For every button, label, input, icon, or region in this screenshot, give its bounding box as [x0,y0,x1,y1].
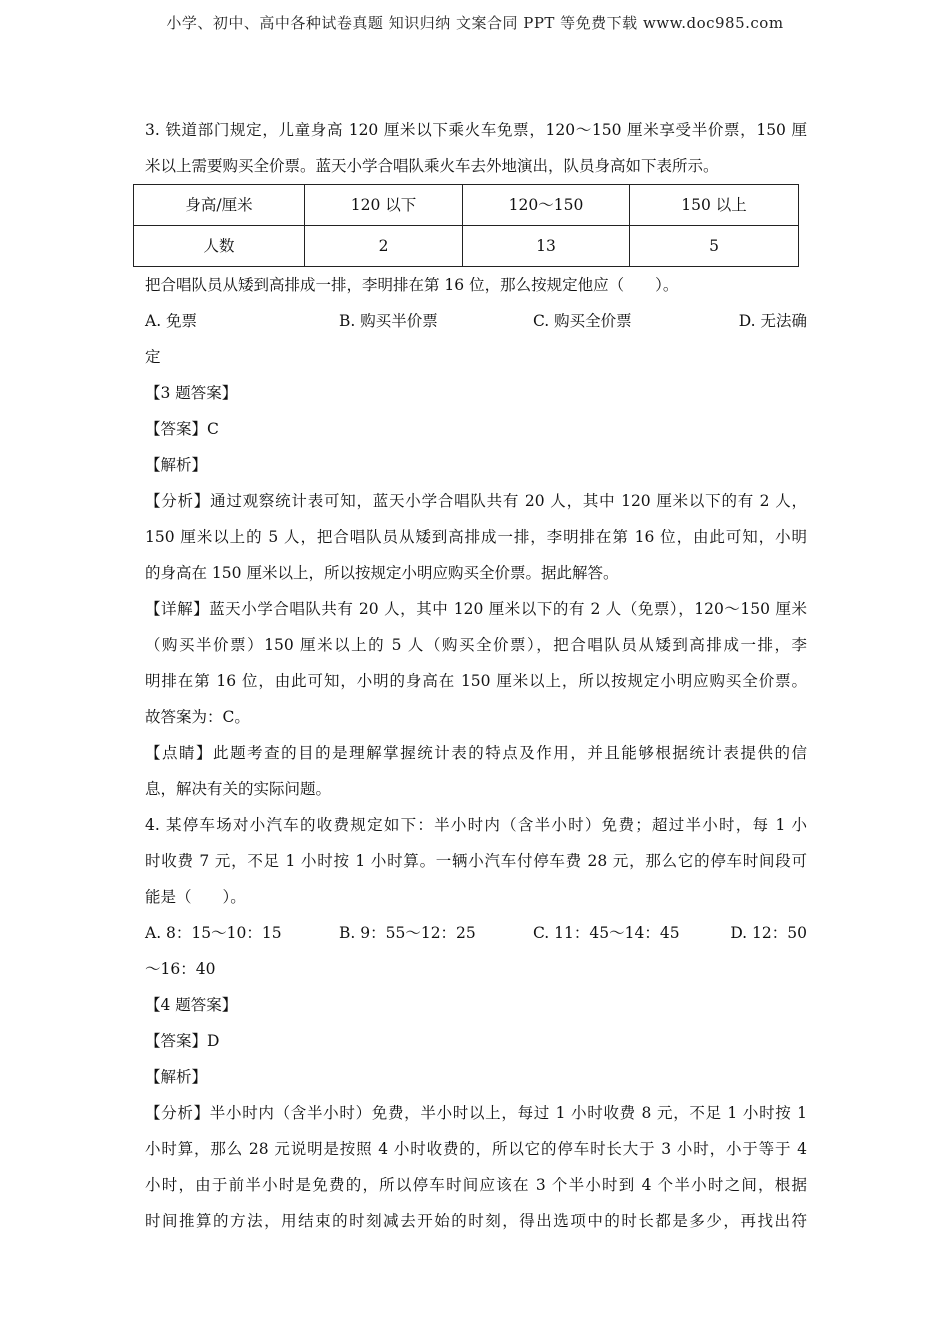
q3-option-c: C. 购买全价票 [533,312,632,330]
q4-option-a: A. 8：15～10：15 [145,924,282,942]
table-cell: 13 [463,226,630,267]
q3-stem-line: 3. 铁道部门规定，儿童身高 120 厘米以下乘火车免票，120～150 厘米享受半价票，150 厘 [145,121,807,139]
height-stats-table [133,184,799,267]
q3-option-d: D. 无法确 [738,312,807,330]
q4-analysis-line: 小时算，那么 28 元说明是按照 4 小时收费的，所以它的停车时长大于 3 小时，小于等于 4 [145,1140,807,1158]
q4-section-title: 【4 题答案】 [145,996,238,1014]
document-body [145,112,807,1239]
q3-analysis-label: 【解析】 [145,456,208,474]
q3-option-a: A. 免票 [145,312,198,330]
q4-options [145,915,807,951]
page-header: 小学、初中、高中各种试卷真题 知识归纳 文案合同 PPT 等免费下载 www.doc985.com [166,14,784,32]
q4-answer: 【答案】D [145,1032,220,1050]
q3-question: 把合唱队员从矮到高排成一排，李明排在第 16 位，那么按规定他应（ ）。 [145,276,679,294]
q3-options [145,303,807,339]
table-row [134,226,799,267]
q3-detail-line: 【详解】蓝天小学合唱队共有 20 人，其中 120 厘米以下的有 2 人（免票），120～150 厘米 [145,600,807,618]
table-row [134,185,799,226]
q3-detail-line: 明排在第 16 位，由此可知，小明的身高在 150 厘米以上，所以按规定小明应购买全价票。 [145,672,807,690]
q4-option-wrap: ～16：40 [145,960,216,978]
q4-analysis-line: 【分析】半小时内（含半小时）免费，半小时以上，每过 1 小时收费 8 元，不足 1 小时按 1 [145,1104,807,1122]
q4-option-c: C. 11：45～14：45 [533,924,680,942]
table-header-cell: 120 以下 [305,185,463,226]
table-header-cell: 150 以上 [630,185,799,226]
q3-option-wrap: 定 [145,348,161,366]
q4-stem-line: 时收费 7 元，不足 1 小时按 1 小时算。一辆小汽车付停车费 28 元，那么它的停车时间段可 [145,852,807,870]
q3-comment-line: 息，解决有关的实际问题。 [145,780,332,798]
q4-stem-line: 能是（ ）。 [145,888,246,906]
q4-option-d: D. 12：50 [730,924,807,942]
table-cell: 人数 [134,226,305,267]
table-cell: 5 [630,226,799,267]
q3-option-b: B. 购买半价票 [339,312,438,330]
table-header-cell: 身高/厘米 [134,185,305,226]
table-header-cell: 120～150 [463,185,630,226]
q4-option-b: B. 9：55～12：25 [339,924,476,942]
q4-stem-line: 4. 某停车场对小汽车的收费规定如下：半小时内（含半小时）免费；超过半小时，每 1 小 [145,816,807,834]
q3-stem-line: 米以上需要购买全价票。蓝天小学合唱队乘火车去外地演出，队员身高如下表所示。 [145,157,719,175]
q3-analysis-line: 150 厘米以上的 5 人，把合唱队员从矮到高排成一排，李明排在第 16 位，由此可知，小明 [145,528,807,546]
q3-analysis-line: 的身高在 150 厘米以上，所以按规定小明应购买全价票。据此解答。 [145,564,619,582]
table-cell: 2 [305,226,463,267]
q3-detail-line: （购买半价票）150 厘米以上的 5 人（购买全价票），把合唱队员从矮到高排成一排，李 [145,636,807,654]
q4-analysis-line: 时间推算的方法，用结束的时刻减去开始的时刻，得出选项中的时长都是多少，再找出符 [145,1212,807,1230]
q3-comment-line: 【点睛】此题考查的目的是理解掌握统计表的特点及作用，并且能够根据统计表提供的信 [145,744,807,762]
q4-analysis-line: 小时，由于前半小时是免费的，所以停车时间应该在 3 个半小时到 4 个半小时之间，根据 [145,1176,807,1194]
q3-section-title: 【3 题答案】 [145,384,238,402]
q3-detail-line: 故答案为：C。 [145,708,250,726]
q3-analysis-line: 【分析】通过观察统计表可知，蓝天小学合唱队共有 20 人，其中 120 厘米以下的有 2 人， [145,492,807,510]
q4-analysis-label: 【解析】 [145,1068,208,1086]
q3-answer: 【答案】C [145,420,219,438]
